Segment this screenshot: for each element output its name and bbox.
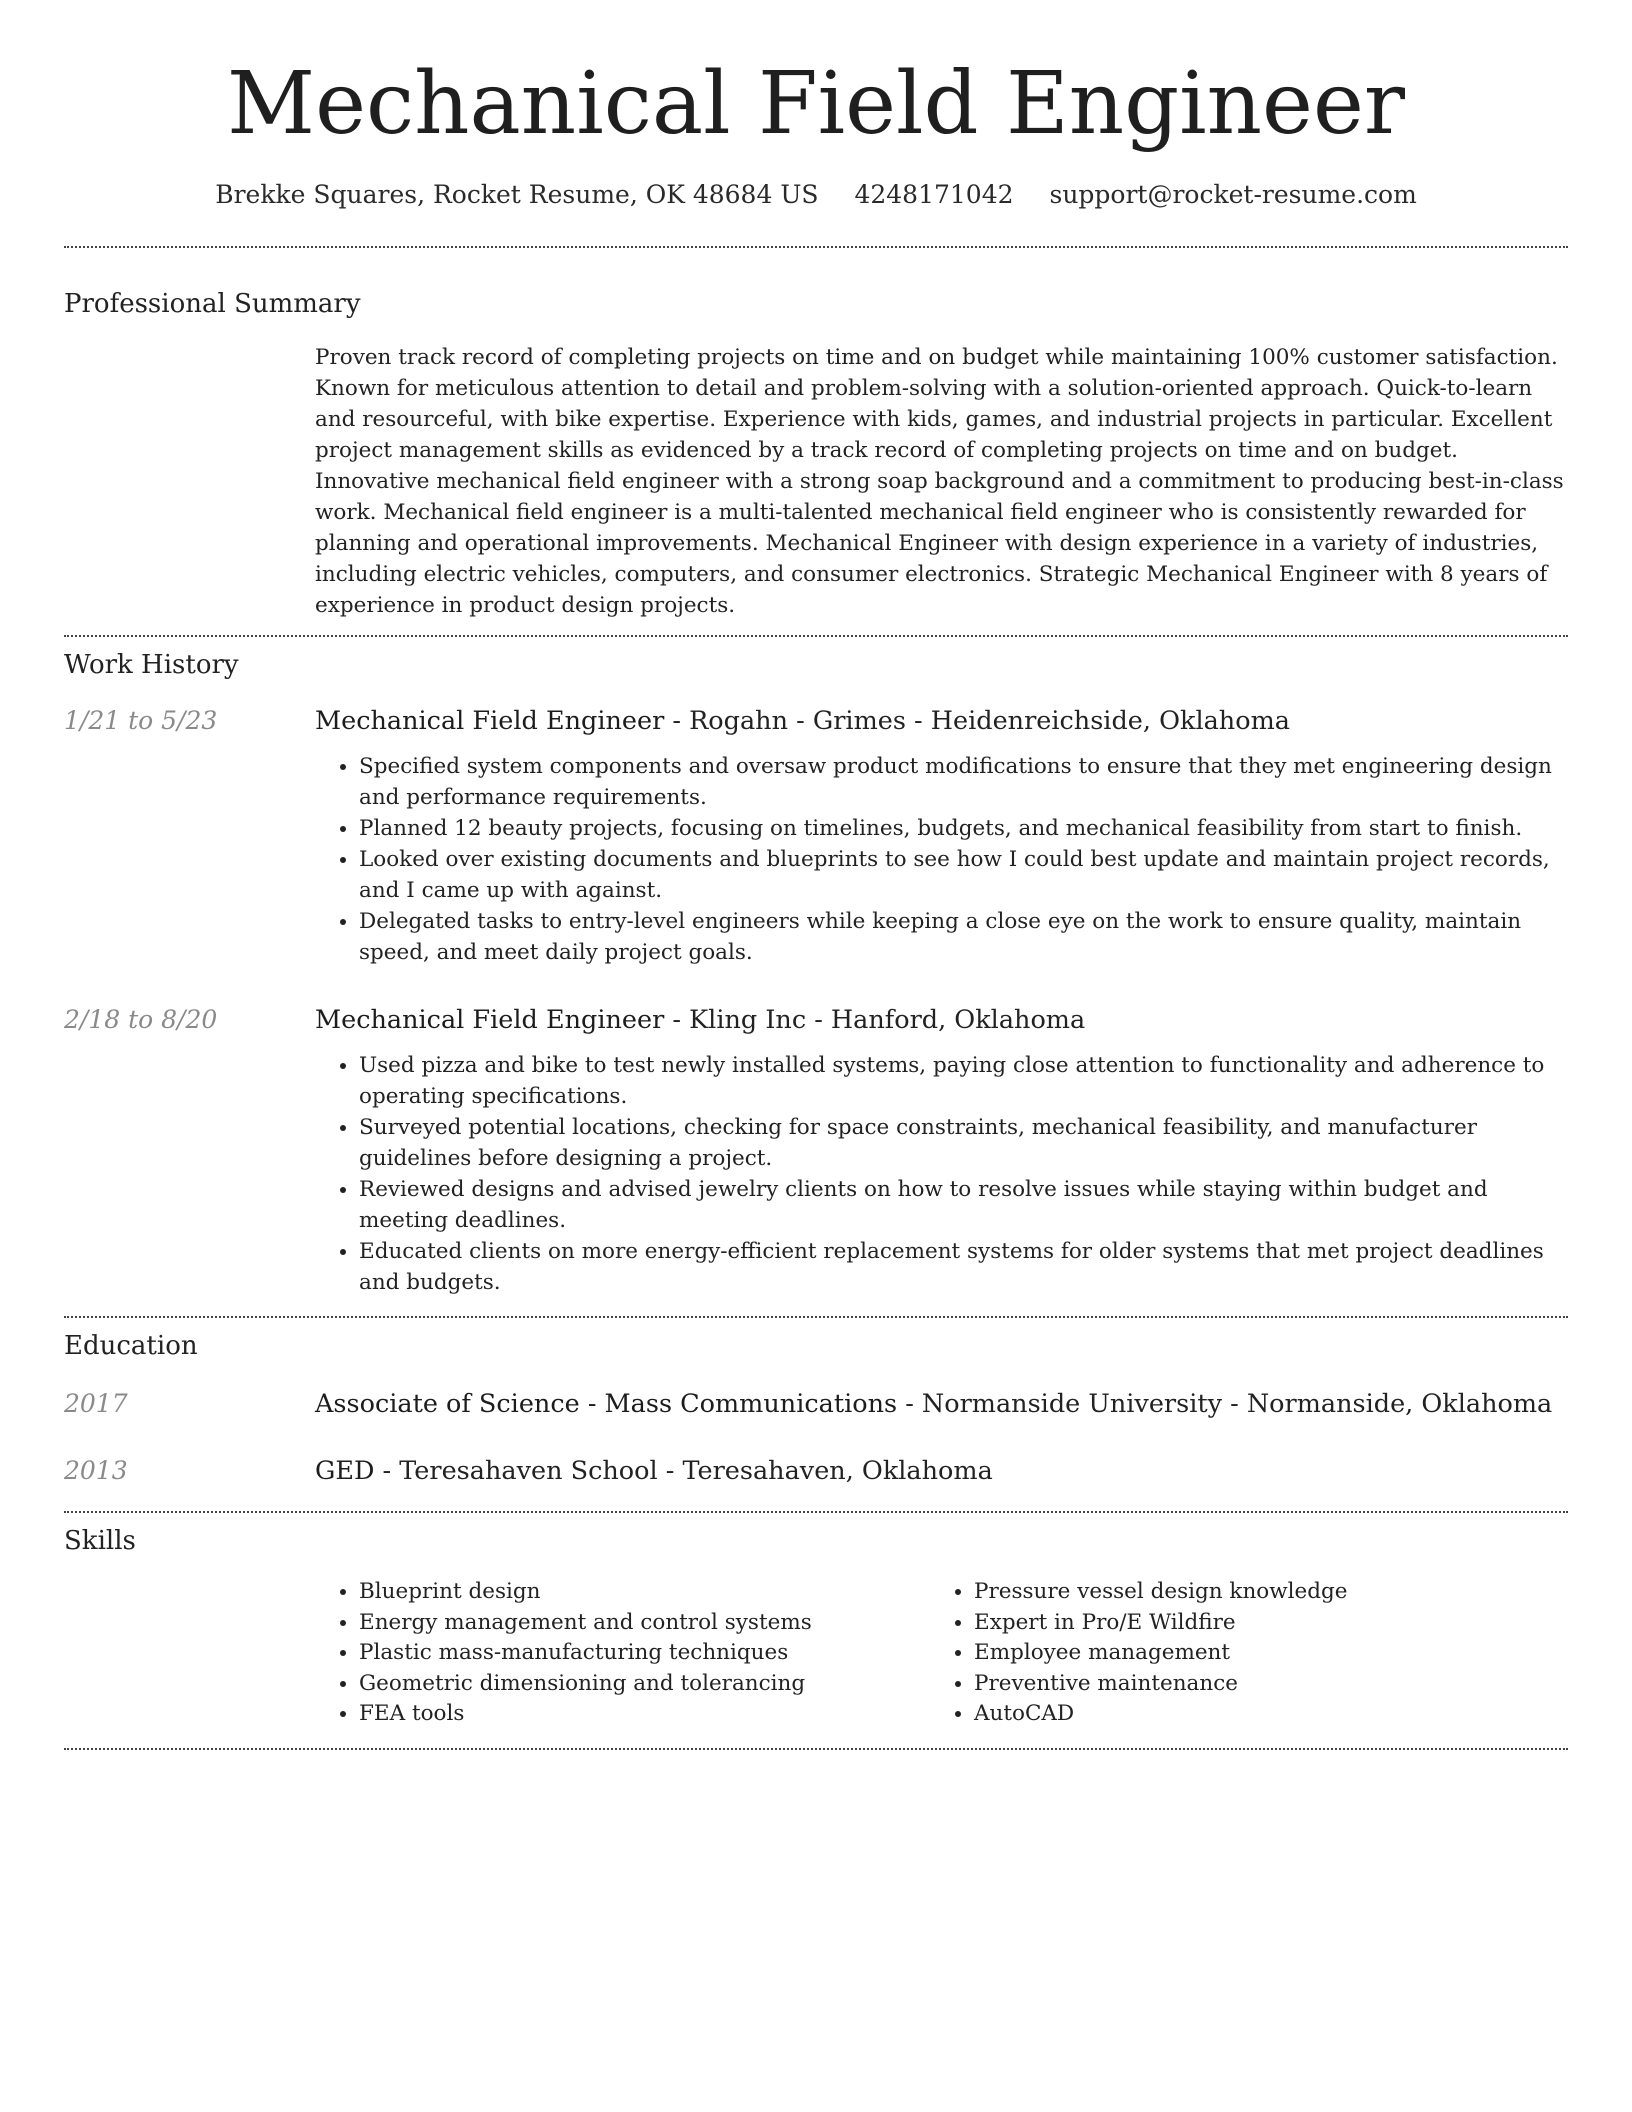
- list-item: • Expert in Pro/E Wildfire: [974, 1608, 1545, 1639]
- contact-line: [64, 178, 1568, 212]
- list-item: • Blueprint design: [359, 1577, 930, 1608]
- education-school: - Teresahaven School - Teresahaven, Oklahoma: [374, 1456, 993, 1486]
- education-school: - Normanside University - Normanside, Oklahoma: [897, 1389, 1553, 1419]
- list-item: • Specified system components and oversaw product modifications to ensure that they met engineering design and performance requirements.: [359, 751, 1568, 813]
- list-item: • Geometric dimensioning and tolerancing: [359, 1669, 930, 1700]
- education-heading-line: [315, 1453, 1568, 1489]
- list-item: • Looked over existing documents and blueprints to see how I could best update and maintain project records, and I came up with against.: [359, 844, 1568, 906]
- job-entry: [64, 1002, 1568, 1298]
- job-dates: 1/21 to 5/23: [64, 706, 218, 735]
- education-degree: GED: [315, 1456, 375, 1486]
- section-divider: [64, 1748, 1568, 1750]
- skills-columns: [315, 1577, 1568, 1730]
- contact-email: support@rocket-resume.com: [1049, 180, 1417, 209]
- job-role: Mechanical Field Engineer: [315, 706, 665, 736]
- job-heading: [315, 703, 1568, 739]
- summary-section: [64, 248, 1568, 621]
- skills-heading: Skills: [64, 1526, 136, 1556]
- summary-text: Proven track record of completing projects on time and on budget while maintaining 100% customer satisfaction. Known for meticulous attention to detail and problem-solving with a solution-oriented approach. Quick-to-learn and resourceful, with bike expertise. Experience with kids, games, and industrial projects in particular. Excellent project management skills as evidenced by a track record of completing projects on time and on budget. Innovative mechanical field engineer with a strong soap background and a commitment to producing best-in-class work. Mechanical field engineer is a multi-talented mechanical field engineer who is consistently rewarded for planning and operational improvements. Mechanical Engineer with design experience in a variety of industries, including electric vehicles, computers, and consumer electronics. Strategic Mechanical Engineer with 8 years of experience in product design projects.: [315, 345, 1564, 618]
- list-item: • Reviewed designs and advised jewelry clients on how to resolve issues while staying within budget and meeting deadlines.: [359, 1174, 1568, 1236]
- job-entry: [64, 703, 1568, 968]
- summary-heading: Professional Summary: [64, 289, 361, 319]
- job-bullets: [315, 1050, 1568, 1298]
- list-item: • Pressure vessel design knowledge: [974, 1577, 1545, 1608]
- list-item: • Surveyed potential locations, checking for space constraints, mechanical feasibility, and manufacturer guidelines before designing a project.: [359, 1112, 1568, 1174]
- resume-name: Mechanical Field Engineer: [227, 54, 1405, 154]
- education-entry: [64, 1386, 1568, 1422]
- education-entry: [64, 1453, 1568, 1489]
- job-dates: 2/18 to 8/20: [64, 1005, 218, 1034]
- work-section: [64, 637, 1568, 1298]
- job-heading: [315, 1002, 1568, 1038]
- resume-header: [64, 50, 1568, 212]
- list-item: • Used pizza and bike to test newly installed systems, paying close attention to functionality and adherence to operating specifications.: [359, 1050, 1568, 1112]
- job-role: Mechanical Field Engineer: [315, 1005, 665, 1035]
- work-heading: Work History: [64, 650, 239, 680]
- list-item: • Planned 12 beauty projects, focusing on timelines, budgets, and mechanical feasibility from start to finish.: [359, 813, 1568, 844]
- skills-column-left: [315, 1577, 930, 1730]
- contact-phone: 4248171042: [854, 180, 1014, 209]
- job-employer: - Rogahn - Grimes - Heidenreichside, Oklahoma: [664, 706, 1290, 736]
- skills-section: [64, 1513, 1568, 1730]
- list-item: • Plastic mass-manufacturing techniques: [359, 1638, 930, 1669]
- education-year: 2013: [64, 1456, 128, 1485]
- job-employer: - Kling Inc - Hanford, Oklahoma: [664, 1005, 1086, 1035]
- education-degree: Associate of Science - Mass Communications: [315, 1389, 898, 1419]
- list-item: • Educated clients on more energy-efficient replacement systems for older systems that met project deadlines and budgets.: [359, 1236, 1568, 1298]
- list-item: • Preventive maintenance: [974, 1669, 1545, 1700]
- education-section: [64, 1318, 1568, 1489]
- education-heading: Education: [64, 1331, 198, 1361]
- education-heading-line: [315, 1386, 1568, 1422]
- job-bullets: [315, 751, 1568, 968]
- list-item: • Employee management: [974, 1638, 1545, 1669]
- contact-address: Brekke Squares, Rocket Resume, OK 48684 US: [215, 180, 819, 209]
- list-item: • Energy management and control systems: [359, 1608, 930, 1639]
- skills-column-right: [930, 1577, 1545, 1730]
- list-item: • Delegated tasks to entry-level engineers while keeping a close eye on the work to ensure quality, maintain speed, and meet daily project goals.: [359, 906, 1568, 968]
- list-item: • AutoCAD: [974, 1699, 1545, 1730]
- list-item: • FEA tools: [359, 1699, 930, 1730]
- education-year: 2017: [64, 1389, 128, 1418]
